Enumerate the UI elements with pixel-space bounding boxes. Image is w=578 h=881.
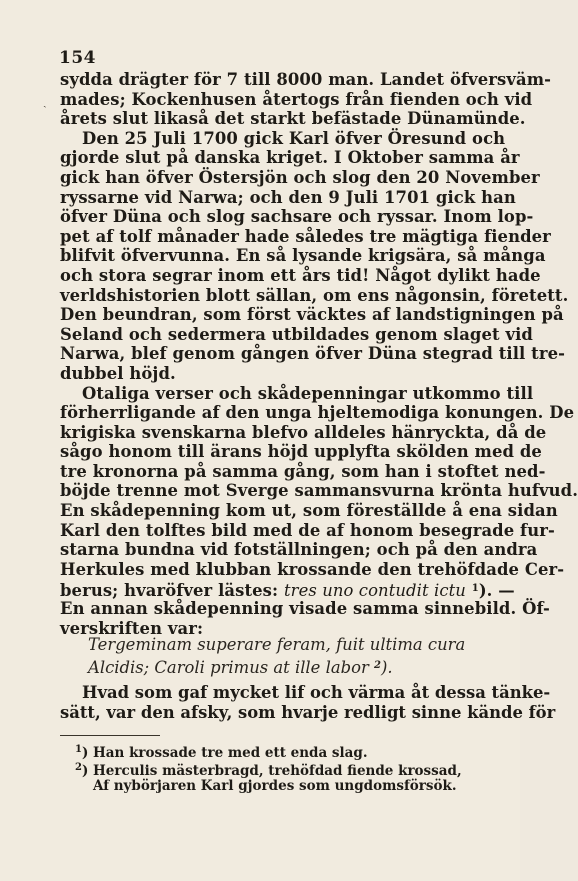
text-line: blifvit öfvervunna. En så lysande krigsära, så många	[60, 246, 546, 266]
text-line: Karl den tolftes bild med de af honom besegrade fur-	[60, 520, 555, 540]
footnote-mark: 2	[75, 762, 82, 773]
text-line: gick han öfver Östersjön och slog den 20 November	[60, 167, 540, 187]
text-line: En skådepenning kom ut, som föreställde å ena sidan	[60, 501, 558, 521]
text-line: Herkules med klubban krossande den trehöfdade Cer-	[60, 559, 565, 579]
text-line: Otaliga verser och skådepenningar utkommo till	[82, 383, 534, 403]
latin-verse-quote	[88, 634, 480, 676]
text-line: mades; Kockenhusen återtogs från fienden och vid	[60, 89, 533, 109]
footnote-continuation: Af nybörjaren Karl gjordes som ungdomsförsök.	[93, 778, 457, 794]
text-line: En annan skådepenning visade samma sinnebild. Öf-	[60, 599, 550, 619]
text-line: starna bundna vid fotställningen; och på den andra	[60, 540, 538, 560]
verse-line: Tergeminam superare feram, fuit ultima cura	[88, 635, 466, 654]
footnote-text: ) Herculis mästerbragd, trehöfdad fiende krossad,	[81, 763, 462, 779]
text-line: sydda drägter för 7 till 8000 man. Landet öfversväm-	[60, 70, 552, 89]
text-line: och stora segrar inom ett års tid! Något dylikt hade	[60, 265, 541, 285]
footnote-ref: 2	[374, 660, 381, 671]
text-line: Seland och sedermera utbildades genom slaget vid	[60, 324, 533, 344]
text-line: Narwa, blef genom gången öfver Düna stegrad till tre-	[60, 344, 566, 364]
text-line: pet af tolf månader hade således tre mägtiga fiender	[60, 226, 551, 246]
text-line: krigiska svenskarna blefvo alldeles hänryckta, då de	[60, 422, 547, 442]
text-line: verldshistorien blott sällan, om ens någonsin, företett.	[60, 285, 569, 305]
text-fragment: ). —	[478, 581, 515, 601]
text-line: förherrligande af den unga hjeltemodiga konungen. De	[60, 403, 575, 423]
text-line: böjde trenne mot Sverge sammansvurna krönta hufvud.	[60, 481, 578, 501]
main-paragraph	[60, 70, 578, 638]
margin-mark: ˎ	[43, 95, 47, 108]
footnote-text: ) Han krossade tre med ett enda slag.	[81, 745, 368, 761]
text-line-with-inline-quote	[60, 579, 515, 601]
text-line: öfver Düna och slog sachsare och ryssar. Inom lop-	[60, 207, 534, 227]
footnote-mark: 1	[75, 744, 82, 755]
inline-latin-quote: tres uno contudit ictu	[283, 581, 466, 601]
following-paragraph	[60, 683, 556, 722]
text-line: Den beundran, som först väcktes af landstigningen på	[60, 305, 564, 325]
text-line: sätt, var den afsky, som hvarje redligt sinne kände för	[60, 702, 556, 722]
footnotes	[75, 741, 480, 795]
footnote	[75, 759, 480, 777]
text-line: gjorde slut på danska kriget. I Oktober samma år	[60, 148, 520, 168]
footnote	[75, 741, 480, 759]
verse-tail: ).	[380, 658, 393, 677]
text-line: årets slut likaså det starkt befästade Dünamünde.	[60, 109, 526, 129]
text-line: sågo honom till ärans höjd upplyfta skölden med de	[60, 442, 542, 462]
page-number: 154	[59, 48, 96, 68]
verse-text: Alcidis; Caroli primus at ille labor	[88, 658, 369, 677]
text-line: verskriften var:	[60, 618, 204, 638]
footnote-ref: 1	[471, 583, 479, 595]
text-line: dubbel höjd.	[60, 363, 176, 383]
text-fragment: berus; hvaröfver lästes:	[60, 581, 279, 601]
text-line: ryssarne vid Narwa; och den 9 Juli 1701 gick han	[60, 187, 516, 207]
verse-line	[88, 655, 480, 676]
text-line: tre kronorna på samma gång, som han i stoftet ned-	[60, 461, 546, 481]
text-line: Hvad som gaf mycket lif och värma åt dessa tänke-	[82, 683, 551, 702]
footnote-divider	[60, 735, 160, 736]
text-line: Den 25 Juli 1700 gick Karl öfver Öresund och	[82, 128, 506, 148]
